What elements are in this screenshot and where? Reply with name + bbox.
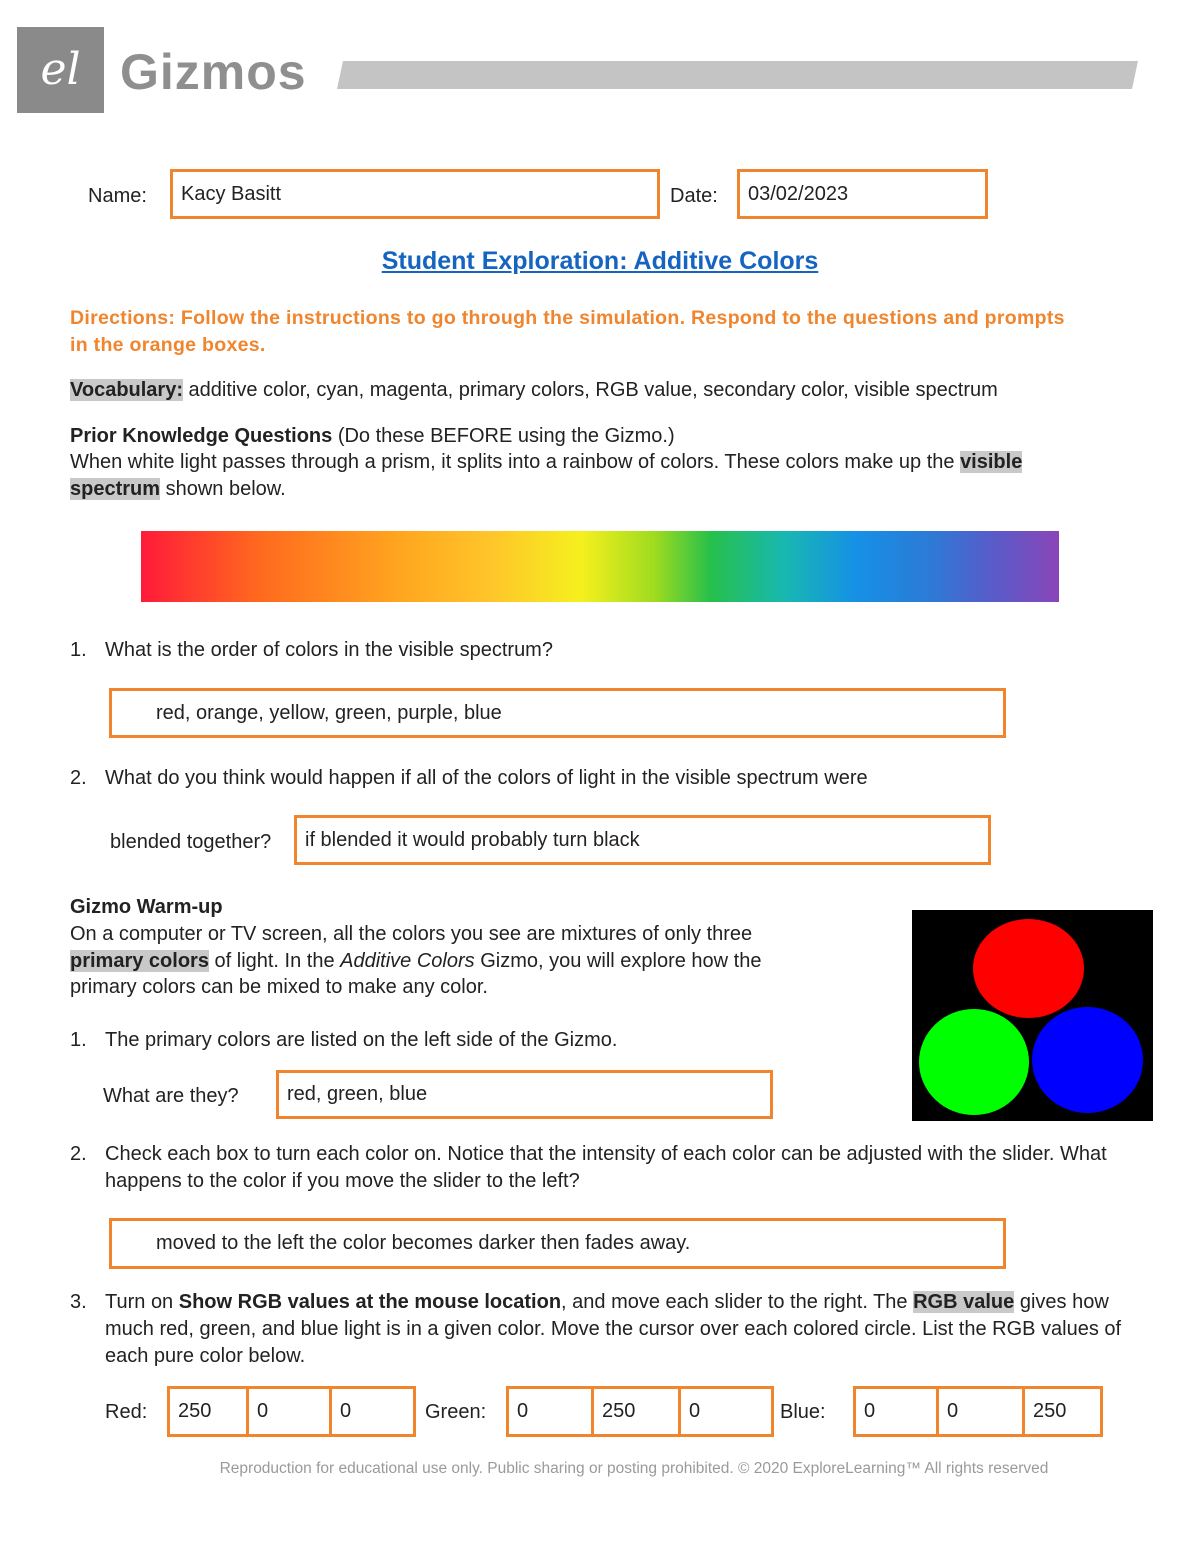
red-b-field[interactable] — [329, 1386, 416, 1437]
blue-b-value: 250 — [1033, 1400, 1067, 1422]
footer-copyright: Reproduction for educational use only. Public sharing or posting prohibited. © 2020 ExploreLearning™ All rights reserved — [219, 1460, 1049, 1477]
blue-circle — [1032, 1007, 1143, 1113]
warmup-line3: primary colors can be mixed to make any color. — [70, 976, 488, 998]
red-r-value: 250 — [178, 1400, 212, 1422]
green-g-value: 250 — [602, 1400, 636, 1422]
vocabulary — [70, 377, 1130, 404]
warmup-q3-text — [105, 1289, 1135, 1370]
prior-q1-answer-box[interactable] — [109, 688, 1006, 738]
warmup-q2-answer-box[interactable] — [109, 1218, 1006, 1269]
warmup-q1-number: 1. — [70, 1029, 87, 1051]
rgb-value-term: RGB value — [913, 1291, 1015, 1313]
green-label: Green: — [425, 1401, 487, 1423]
q3-part-b: , and move each slider to the right. The — [561, 1291, 914, 1313]
red-g-value: 0 — [257, 1400, 269, 1422]
prior-knowledge-heading — [70, 423, 1130, 450]
green-r-field[interactable] — [506, 1386, 594, 1437]
blue-r-field[interactable] — [853, 1386, 939, 1437]
explorelearning-logo-icon: el — [40, 44, 81, 95]
blue-label: Blue: — [780, 1401, 826, 1423]
warmup-q1-prompt: What are they? — [103, 1085, 239, 1107]
green-r-value: 0 — [517, 1400, 529, 1422]
q3-part-a: Turn on — [105, 1291, 179, 1313]
show-rgb-option: Show RGB values at the mouse location — [178, 1291, 562, 1313]
warmup-q1-text: The primary colors are listed on the left side of the Gizmo. — [105, 1029, 618, 1051]
page-title: Student Exploration: Additive Colors — [381, 247, 819, 275]
warmup-q2-text: Check each box to turn each color on. Notice that the intensity of each color can be adjusted with the slider. What happens to the color if you move the slider to the left? — [105, 1143, 1107, 1192]
red-r-field[interactable] — [167, 1386, 249, 1437]
name-label: Name: — [88, 185, 147, 207]
blue-g-field[interactable] — [936, 1386, 1025, 1437]
brand-name: Gizmos — [120, 44, 307, 100]
prior-heading-text: Prior Knowledge Questions — [70, 425, 333, 447]
warmup-gizmo-name: Additive Colors — [340, 949, 475, 972]
warmup-q1-answer-box[interactable] — [276, 1070, 773, 1119]
name-field[interactable] — [170, 169, 660, 219]
visible-spectrum-term: visible spectrum — [70, 451, 1023, 500]
visible-spectrum-image — [141, 531, 1059, 602]
warmup-q2-answer: moved to the left the color becomes darker then fades away. — [156, 1232, 691, 1254]
warmup-mid: of light. In the — [208, 949, 341, 972]
blue-r-value: 0 — [864, 1400, 876, 1422]
warmup-heading-text: Gizmo Warm-up — [70, 896, 223, 918]
directions: Directions: Follow the instructions to go through the simulation. Respond to the questions and prompts in the orange boxes. — [70, 307, 1065, 356]
green-g-field[interactable] — [591, 1386, 681, 1437]
warmup-end: Gizmo, you will explore how the — [474, 949, 762, 972]
prior-q1-text: What is the order of colors in the visible spectrum? — [105, 639, 553, 661]
warmup-q2-number: 2. — [70, 1143, 87, 1165]
red-circle — [973, 919, 1084, 1018]
primary-colors-term: primary colors — [70, 949, 209, 972]
vocabulary-terms: additive color, cyan, magenta, primary colors, RGB value, secondary color, visible spectrum — [183, 379, 998, 401]
prior-intro-before: When white light passes through a prism, it splits into a rainbow of colors. These colors make up the — [70, 451, 961, 473]
blue-b-field[interactable] — [1022, 1386, 1103, 1437]
green-b-field[interactable] — [678, 1386, 774, 1437]
prior-heading-note: (Do these BEFORE using the Gizmo.) — [332, 425, 675, 447]
red-label: Red: — [105, 1401, 148, 1423]
blue-g-value: 0 — [947, 1400, 959, 1422]
green-b-value: 0 — [689, 1400, 701, 1422]
date-field[interactable] — [737, 169, 988, 219]
prior-q2-number: 2. — [70, 767, 87, 789]
prior-q1-number: 1. — [70, 639, 87, 661]
vocabulary-label: Vocabulary: — [70, 379, 183, 401]
red-g-field[interactable] — [246, 1386, 332, 1437]
warmup-q3-number: 3. — [70, 1291, 87, 1313]
prior-q2-answer-box[interactable] — [294, 815, 991, 865]
green-circle — [919, 1009, 1029, 1115]
prior-intro-after: shown below. — [160, 477, 286, 500]
prior-q2-text: What do you think would happen if all of the colors of light in the visible spectrum were — [105, 767, 868, 789]
red-b-value: 0 — [340, 1400, 352, 1422]
name-value: Kacy Basitt — [181, 182, 282, 205]
warmup-paragraph — [70, 921, 850, 1001]
warmup-line1: On a computer or TV screen, all the colors you see are mixtures of only three — [70, 923, 753, 945]
prior-q1-answer: red, orange, yellow, green, purple, blue — [156, 701, 502, 724]
prior-intro — [70, 449, 1110, 502]
rgb-circles-image — [912, 910, 1153, 1121]
date-label: Date: — [670, 185, 718, 207]
header-decor-bar — [337, 61, 1138, 89]
prior-q2-answer: if blended it would probably turn black — [305, 828, 640, 851]
prior-q2-text-cont: blended together? — [110, 831, 272, 853]
date-value: 03/02/2023 — [748, 182, 849, 205]
warmup-q1-answer: red, green, blue — [287, 1083, 428, 1105]
q3-part-c: gives how much red, green, and blue light is in a given color. Move the cursor over each colored circle. List the RGB values of each pure color below. — [105, 1291, 1122, 1367]
